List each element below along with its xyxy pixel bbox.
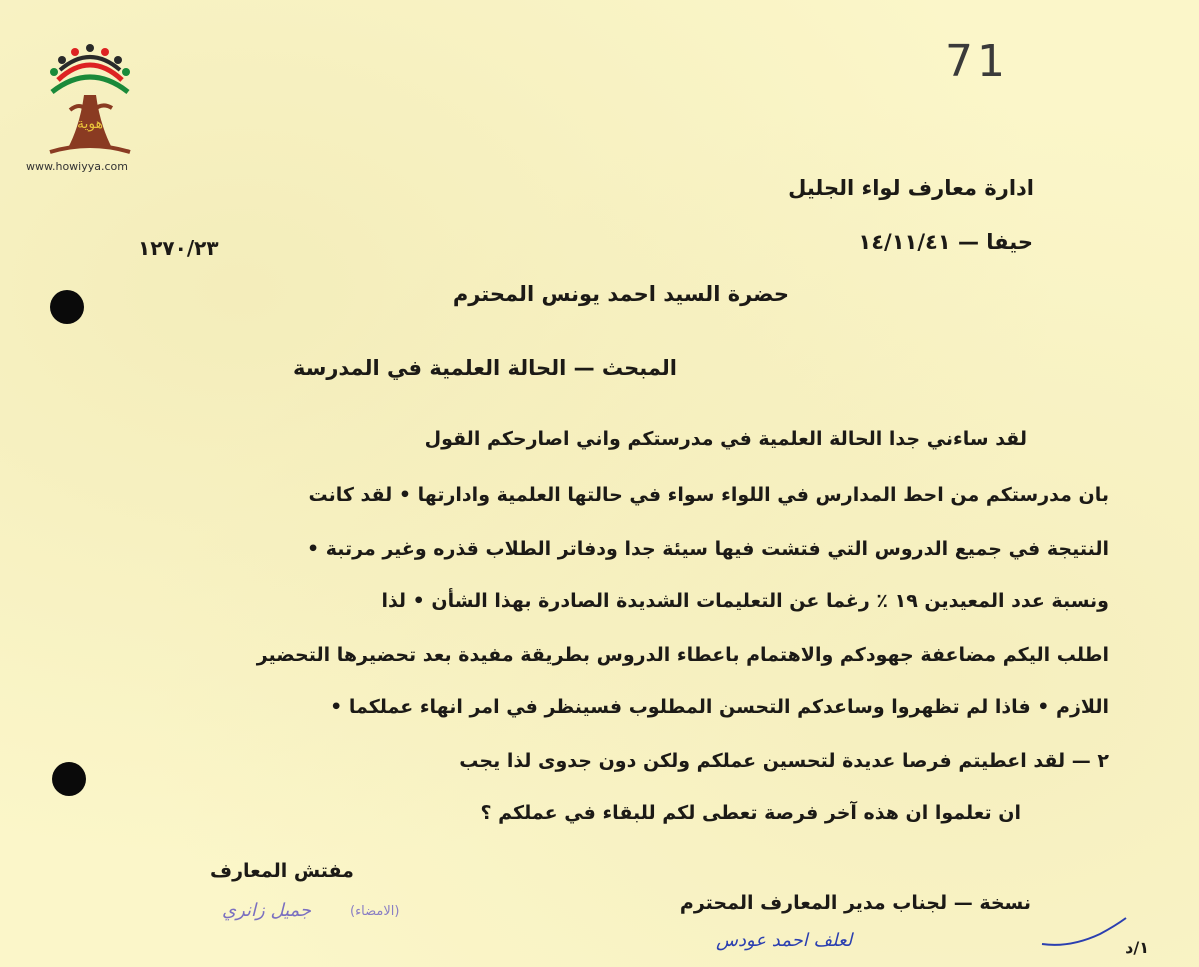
body-line: اطلب اليكم مضاعفة جهودكم والاهتمام باعطاء الدروس بطريقة مفيدة بعد تحضيرها التحضير bbox=[256, 644, 1109, 666]
signature-title: مفتش المعارف bbox=[210, 860, 354, 882]
body-line: اللازم • فاذا لم تظهروا وساعدكم التحسن المطلوب فسينظر في امر انهاء عملكما • bbox=[330, 696, 1109, 718]
body-line: لقد ساءني جدا الحالة العلمية في مدرستكم واني اصارحكم القول bbox=[424, 428, 1027, 450]
handwritten-stroke bbox=[1040, 912, 1130, 952]
recipient-line: حضرة السيد احمد يونس المحترم bbox=[452, 282, 789, 306]
office-name: ادارة معارف لواء الجليل bbox=[788, 176, 1034, 200]
copy-line: نسخة — لجناب مدير المعارف المحترم bbox=[679, 892, 1031, 914]
punch-hole-bottom bbox=[52, 762, 86, 796]
body-line: ٢ — لقد اعطيتم فرصا عديدة لتحسين عملكم ولكن دون جدوى لذا يجب bbox=[459, 750, 1109, 772]
page-number: 71 bbox=[945, 36, 1009, 87]
body-line: ونسبة عدد المعيدين ١٩ ٪ رغما عن التعليمات الشديدة الصادرة بهذا الشأن • لذا bbox=[381, 590, 1109, 612]
handwritten-note: لعلف احمد عودس bbox=[716, 930, 853, 951]
signature-handwritten: جميل زانري bbox=[222, 900, 312, 921]
reference-number: ١٢٧٠/٢٣ bbox=[138, 236, 219, 260]
body-line: النتيجة في جميع الدروس التي فتشت فيها سيئة جدا ودفاتر الطلاب قذره وغير مرتبة • bbox=[306, 538, 1109, 560]
logo-url: www.howiyya.com bbox=[26, 160, 128, 173]
body-line: بان مدرستكم من احط المدارس في اللواء سواء في حالتها العلمية وادارتها • لقد كانت bbox=[308, 484, 1109, 506]
punch-hole-top bbox=[50, 290, 84, 324]
logo-mark-text: هوية bbox=[76, 116, 104, 132]
place-date: حيفا — ١٤/١١/٤١ bbox=[858, 230, 1033, 254]
subject-line: المبحث — الحالة العلمية في المدرسة bbox=[292, 356, 677, 380]
body-line: ان تعلموا ان هذه آخر فرصة تعطى لكم للبقاء في عملكم ؟ bbox=[480, 802, 1021, 824]
corner-mark: ١/د bbox=[1125, 938, 1149, 957]
howiyya-logo-icon bbox=[40, 40, 140, 165]
signature-stamp-label: (الامضاء) bbox=[350, 904, 400, 919]
